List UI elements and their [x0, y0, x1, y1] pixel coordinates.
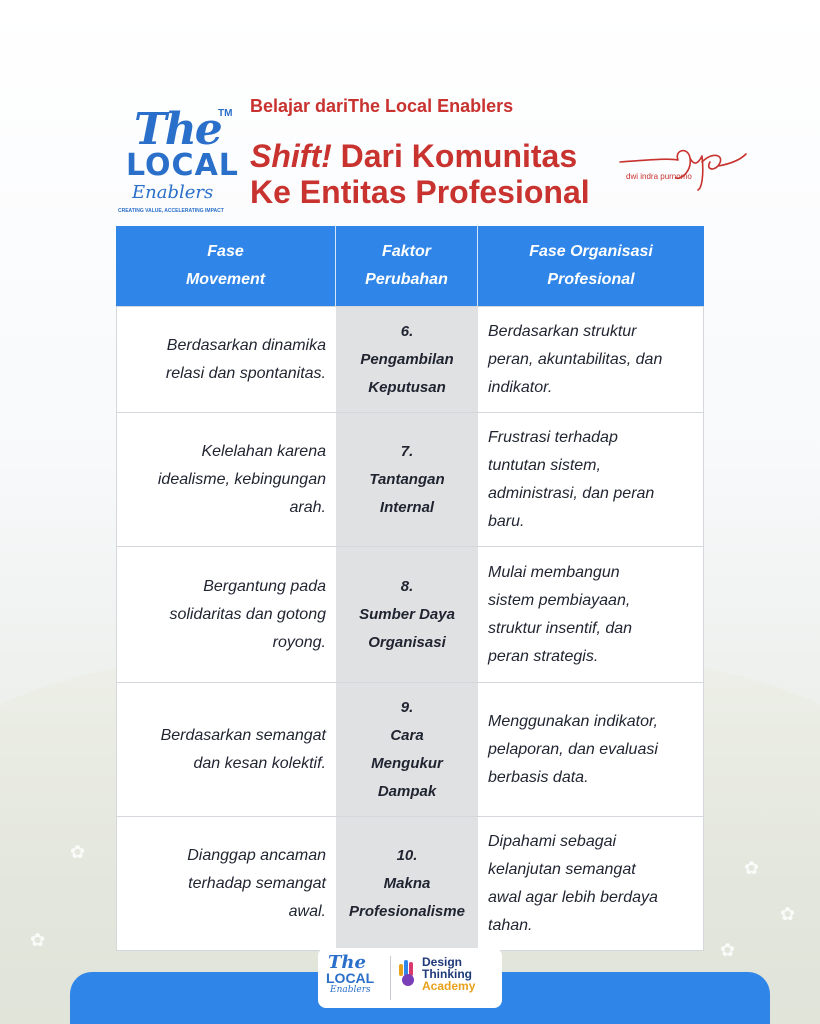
title-emphasis: Shift!	[250, 138, 332, 174]
flower-icon: ✿	[30, 930, 46, 950]
table-row	[116, 306, 704, 412]
cell-profesional: Dipahami sebagai kelanjutan semangat awal agar lebih berdaya tahan.	[478, 817, 704, 950]
cell-faktor: 6. Pengambilan Keputusan	[336, 307, 478, 412]
dta-line2: Thinking	[422, 967, 472, 981]
cell-movement: Bergantung pada solidaritas dan gotong royong.	[116, 547, 336, 682]
dta-line1: Design	[422, 955, 463, 969]
cell-movement: Dianggap ancaman terhadap semangat awal.	[116, 817, 336, 950]
table-row	[116, 816, 704, 950]
signature-name: dwi indra purnomo	[626, 172, 692, 181]
logo-the: The	[134, 104, 221, 155]
design-thinking-academy-logo	[398, 954, 498, 1002]
footer-local-enablers-logo: The LOCAL Enablers	[326, 952, 375, 995]
title-line2: Ke Entitas Profesional	[250, 174, 590, 210]
the-local-enablers-logo	[118, 104, 238, 220]
header-fase-organisasi-profesional: Fase Organisasi Profesional	[529, 243, 653, 288]
table-row	[116, 682, 704, 816]
signature-icon	[618, 144, 748, 194]
cell-movement: Berdasarkan semangat dan kesan kolektif.	[116, 683, 336, 816]
cell-faktor: 10. Makna Profesionalisme	[336, 817, 478, 950]
table-row	[116, 546, 704, 682]
header-kicker: Belajar dariThe Local Enablers	[250, 96, 514, 116]
table-row	[116, 412, 704, 546]
title-line1-rest: Dari Komunitas	[331, 138, 578, 174]
cell-faktor: 8. Sumber Daya Organisasi	[336, 547, 478, 682]
cell-profesional: Frustrasi terhadap tuntutan sistem, administrasi, dan peran baru.	[478, 413, 704, 546]
hand-icon	[398, 958, 418, 988]
footer-logo-divider	[390, 956, 391, 1000]
cell-movement: Berdasarkan dinamika relasi dan spontanitas.	[116, 307, 336, 412]
cell-faktor: 7. Tantangan Internal	[336, 413, 478, 546]
footer-logos	[318, 948, 502, 1008]
cell-profesional: Mulai membangun sistem pembiayaan, struktur insentif, dan peran strategis.	[478, 547, 704, 682]
logo-enablers: Enablers	[132, 182, 214, 203]
logo-tagline: CREATING VALUE, ACCELERATING IMPACT	[118, 208, 224, 214]
page-title	[250, 138, 590, 210]
cell-profesional: Menggunakan indikator, pelaporan, dan evaluasi berbasis data.	[478, 683, 704, 816]
header-faktor-perubahan: Faktor Perubahan	[336, 226, 478, 306]
cell-profesional: Berdasarkan struktur peran, akuntabilitas, dan indikator.	[478, 307, 704, 412]
comparison-table	[116, 226, 704, 951]
header-fase-movement: Fase Movement	[116, 226, 336, 306]
cell-faktor: 9. Cara Mengukur Dampak	[336, 683, 478, 816]
flower-icon: ✿	[70, 842, 86, 862]
cell-movement: Kelelahan karena idealisme, kebingungan arah.	[116, 413, 336, 546]
table-header	[116, 226, 704, 306]
flower-icon: ✿	[744, 858, 760, 878]
flower-icon: ✿	[720, 940, 736, 960]
flower-icon: ✿	[780, 904, 796, 924]
logo-tm: TM	[218, 108, 233, 119]
logo-local: LOCAL	[126, 148, 239, 183]
dta-line3: Academy	[422, 979, 476, 993]
